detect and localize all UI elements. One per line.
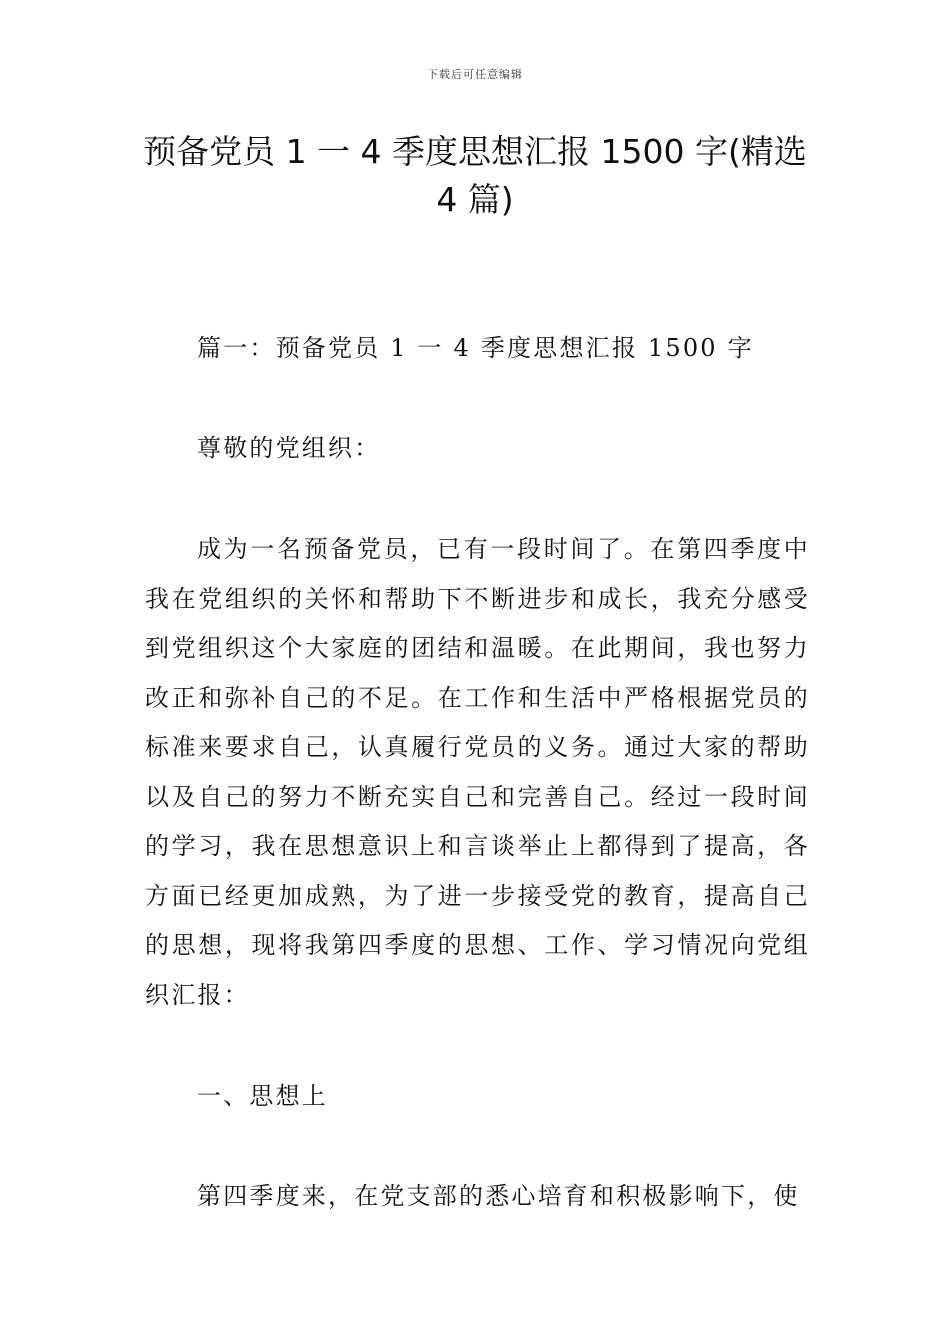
greeting-line: 尊敬的党组织：	[197, 434, 381, 462]
header-note: 下载后可任意编辑	[427, 68, 523, 81]
subheading-thought: 一、思想上	[197, 1082, 328, 1110]
intro-paragraph: 成为一名预备党员，已有一段时间了。在第四季度中我在党组织的关怀和帮助下不断进步和成长，我充分感受到党组织这个大家庭的团结和温暖。在此期间，我也努力改正和弥补自己的不足。在工作和生活中严格根据党员的标准来要求自己，认真履行党员的义务。通过大家的帮助以及自己的努力不断充实自己和完善自己。经过一段时间的学习，我在思想意识上和言谈举止上都得到了提高，各方面已经更加成熟，为了进一步接受党的教育，提高自己的思想，现将我第四季度的思想、工作、学习情况向党组织汇报：	[145, 535, 810, 1009]
paragraph-2: 第四季度来，在党支部的悉心培育和积极影响下，使	[197, 1182, 800, 1210]
document-title: 预备党员 1 一 4 季度思想汇报 1500 字(精选 4 篇)	[143, 132, 807, 219]
section-title: 篇一：预备党员 1 一 4 季度思想汇报 1500 字	[197, 334, 754, 362]
